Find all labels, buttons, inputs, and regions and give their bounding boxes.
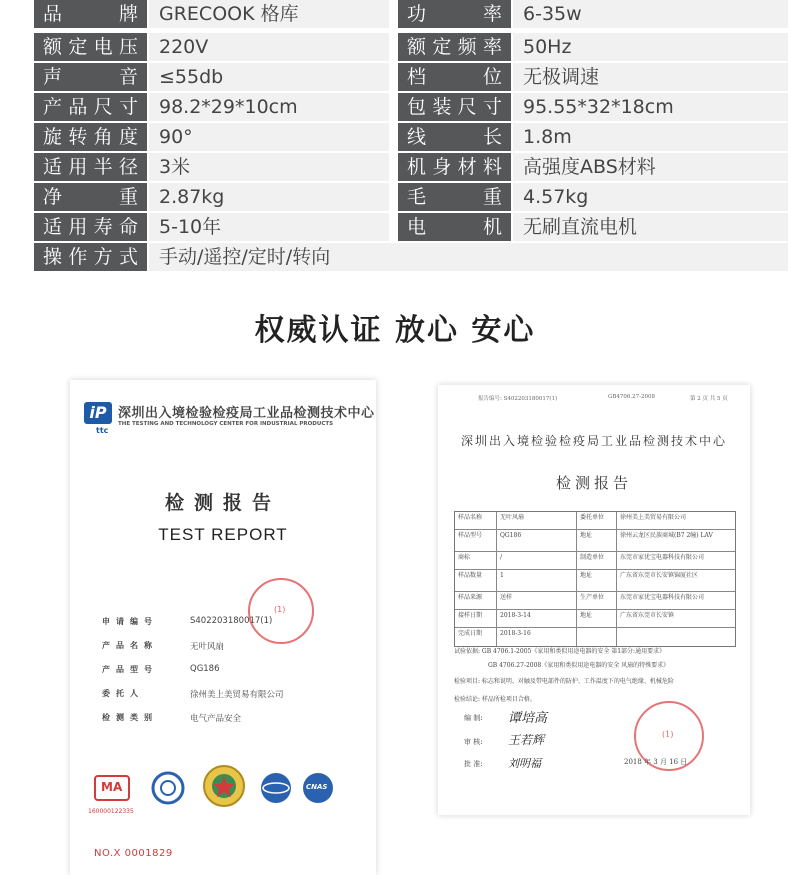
table-cell: 1 [497,570,577,591]
spec-value: 98.2*29*10cm [149,93,389,121]
sign-approve: 批 准: [464,760,483,768]
info-value: 电气产品安全 [190,714,242,724]
table-cell: 2018-3-14 [497,610,577,627]
table-row [455,570,735,592]
table-row [455,610,735,628]
test-conclusion: 检验结论: 样品所检项目合格。 [454,696,536,703]
spec-label: 电 机 [398,213,511,241]
spec-row [34,183,788,211]
sign-date: 2018 年 3 月 16 日 [624,758,688,766]
spec-value: 高强度ABS材料 [513,153,788,181]
info-key: 产品型号 [102,665,158,674]
spec-label: 机 身 材 料 [398,153,511,181]
table-cell: 东莞市家优宝电器科技有限公司 [620,594,705,601]
spec-value: 6-35w [513,0,788,28]
test-report-cover [70,380,376,875]
table-cell: 样品型号 [455,530,497,551]
spec-row [34,0,788,28]
spec-label: 适 用 寿 命 [34,213,147,241]
spec-value: 3米 [149,153,389,181]
page-number: 第 2 页 共 5 页 [690,396,728,402]
spec-label: 旋 转 角 度 [34,123,147,151]
table-cell: 2018-3-16 [497,628,577,646]
report-info-row [102,688,362,704]
table-cell: 广东省东莞市长安镇 [620,612,675,619]
org-name-en: THE TESTING AND TECHNOLOGY CENTER FOR INDUSTRIAL PRODUCTS [118,421,334,427]
test-standard-1: 试验依据: GB 4706.1-2005《家用和类似用途电器的安全 第1部分:通用要求》 [454,648,666,655]
certification-heading: 权威认证 放心 安心 [254,313,536,348]
report-info-row [102,640,362,656]
report-info-row [102,664,362,680]
org-name: 深圳出入境检验检疫局工业品检测技术中心 [460,434,727,448]
spec-label: 额 定 频 率 [398,33,511,61]
spec-row [34,213,788,241]
report-number: 报告编号: S402203180017(1) [478,396,558,402]
cal-logo [150,770,186,806]
spec-value: 1.8m [513,123,788,151]
document-number: NO.X 0001829 [94,848,173,859]
spec-value: 50Hz [513,33,788,61]
spec-value: 4.57kg [513,183,788,211]
cma-label: MA [101,780,123,794]
table-row [455,552,735,570]
sample-info-table [454,511,736,647]
spec-label: 操 作 方 式 [34,243,147,271]
info-key: 委托人 [102,689,144,698]
report-info-row [102,616,362,632]
info-key: 检测类别 [102,713,158,722]
cnas-label: CNAS [306,783,328,791]
table-cell: 接样日期 [455,610,497,627]
spec-value: 无刷直流电机 [513,213,788,241]
certificate-images [30,355,760,875]
spec-value: 220V [149,33,389,61]
table-cell: 完成日期 [455,628,497,646]
table-cell: 商标 [455,552,497,569]
table-cell: 委托单位 [577,512,617,529]
spec-label: 毛 重 [398,183,511,211]
info-key: 产品名称 [102,641,158,650]
table-cell: 徐州美上美贸易有限公司 [620,514,687,521]
table-cell [617,628,735,646]
spec-label: 声 音 [34,63,147,91]
spec-row [34,33,788,61]
test-report-page [438,385,750,815]
spec-label: 适 用 半 径 [34,153,147,181]
info-key: 申请编号 [102,617,158,626]
table-cell: 东莞市家优宝电器科技有限公司 [620,554,705,561]
info-value: 徐州美上美贸易有限公司 [190,690,284,700]
table-cell: 制造单位 [577,552,617,569]
ciq-emblem [202,764,246,808]
table-cell: / [497,552,577,569]
spec-label: 档 位 [398,63,511,91]
cma-number: 160000122335 [88,808,134,815]
table-cell: 徐州云龙区民族商城(B7 2幢) LAV [620,532,713,539]
report-title-en: TEST REPORT [158,525,288,544]
signature-compile: 谭培高 [508,711,548,726]
table-cell: 样品来源 [455,592,497,609]
table-cell: 送样 [497,592,577,609]
spec-value: 90° [149,123,389,151]
spec-row [34,63,788,91]
sign-compile: 编 制: [464,714,483,722]
table-row [455,512,735,530]
spec-label: 额 定 电 压 [34,33,147,61]
test-items: 检验项目: 标志和说明、对触及带电部件的防护、工作温度下的电气绝缘、机械危险 [454,678,674,685]
table-cell: 广东省东莞市长安镇锦厦社区 [620,572,699,579]
ittc-logo: iP [84,402,112,424]
spec-row [34,123,788,151]
signature-review: 王若辉 [508,733,545,747]
spec-value: 无极调速 [513,63,788,91]
table-cell [577,628,617,646]
info-value: S402203180017(1) [190,616,273,626]
spec-row [34,93,788,121]
test-standard-2: GB 4706.27-2008《家用和类似用途电器的安全 风扇的特殊要求》 [488,662,670,669]
table-cell: 地址 [577,570,617,591]
ittc-logo-sub: ttc [96,426,109,435]
table-cell: 样品数量 [455,570,497,591]
spec-row [34,243,788,271]
spec-value: ≤55db [149,63,389,91]
table-row [455,628,735,646]
report-info-row [102,712,362,728]
info-value: QG186 [190,664,220,674]
table-cell: QG186 [497,530,577,551]
table-cell: 无叶风扇 [497,512,577,529]
spec-label: 功 率 [398,0,511,28]
spec-value: 5-10年 [149,213,389,241]
org-name-cn: 深圳出入境检验检疫局工业品检测技术中心 [118,406,375,421]
standard-header: GB4706.27-2008 [608,394,656,400]
spec-label: 线 长 [398,123,511,151]
signature-approve: 刘明福 [508,757,541,770]
report-title: 检测报告 [555,474,632,492]
table-row [455,592,735,610]
table-cell: 地址 [577,610,617,627]
report-title-cn: 检测报告 [164,492,281,514]
ilac-mra-logo [258,770,294,806]
spec-value: 手动/遥控/定时/转向 [149,243,788,271]
spec-value: 2.87kg [149,183,389,211]
spec-row [34,153,788,181]
table-cell: 生产单位 [577,592,617,609]
spec-value: GRECOOK 格库 [149,0,389,28]
table-cell: 样品名称 [455,512,497,529]
spec-label: 产 品 尺 寸 [34,93,147,121]
spec-table [34,0,788,270]
table-cell: 地址 [577,530,617,551]
red-seal-stamp: (1) [248,578,314,644]
spec-value: 95.55*32*18cm [513,93,788,121]
spec-label: 净 重 [34,183,147,211]
info-value: 无叶风扇 [190,642,225,652]
red-seal-stamp-right: (1) [634,701,704,771]
table-row [455,530,735,552]
spec-label: 品 牌 [34,0,147,28]
sign-review: 审 核: [464,738,483,746]
spec-label: 包 装 尺 寸 [398,93,511,121]
